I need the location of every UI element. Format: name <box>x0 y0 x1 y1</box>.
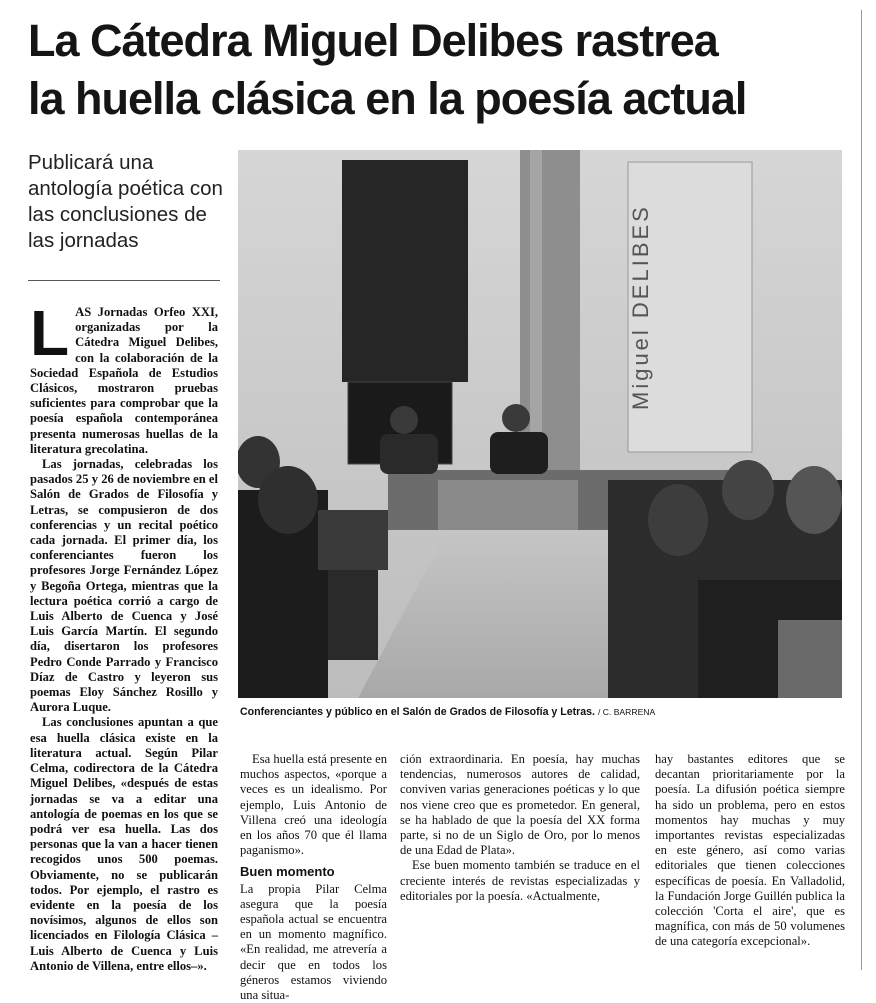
headline-line-1: La Cátedra Miguel Delibes rastrea <box>28 15 718 66</box>
column-rule <box>861 10 862 970</box>
article-column-2 <box>240 752 387 1003</box>
paragraph: hay bastantes editores que se decantan prioritariamente por la poesía. La difusión poética siempre ha sido un problema, pero en estos momentos hay muchas y muy importantes revistas especializadas en este género, así como varias editoriales que tienen colecciones específicas de poesía. En Valladolid, la Fundación Jorge Guillén publica la colección 'Corta el aire', que es magnífica, con más de 50 volumenes de una categoría excepcional». <box>655 752 845 949</box>
paragraph: Esa huella está presente en muchos aspectos, «porque a veces es un idealismo. Por ejemplo, Luis Antonio de Villena creó una ideología en los años 70 que él llama paganismo». <box>240 752 387 858</box>
paragraph: ción extraordinaria. En poesía, hay muchas tendencias, numerosos autores de calidad, conviven varias generaciones poéticas y lo que nos viene creo que es prometedor. En general, se ha hablado de que la poesía del XX forma parte, si no de un Siglo de Oro, por lo menos de una Edad de Plata». <box>400 752 640 858</box>
headline-line-2: la huella clásica en la poesía actual <box>28 73 747 124</box>
paragraph: Las jornadas, celebradas los pasados 25 y 26 de noviembre en el Salón de Grados de Filosofía y Letras, se compusieron de dos conferencias y un recital poético cada jornada. El primer día, los conferenciantes fueron los profesores Jorge Fernández López y Begoña Ortega, mientras que la lectura poética corrió a cargo de Luis Alberto de Cuenca y José Luis García Martín. El segundo día, disertaron los profesores Pedro Conde Parrado y Francisco Díaz de Castro y leyeron sus poemas Eloy Sánchez Rosillo y Aurora Luque. <box>30 457 218 715</box>
paragraph: AS Jornadas Orfeo XXI, organizadas por la Cátedra Miguel Delibes, con la colaboración de la Sociedad Española de Estudios Clásicos, mostraron pruebas suficientes para comprobar que la poesía española contemporánea presenta numerosas huellas de la literatura grecolatina. <box>30 305 218 456</box>
paragraph: Ese buen momento también se traduce en el creciente interés de revistas especializadas y editoriales por la poesía. «Actualmente, <box>400 858 640 903</box>
subhead: Publicará una antología poética con las conclusiones de las jornadas <box>28 151 223 252</box>
article-column-3 <box>400 752 640 904</box>
conference-room-illustration <box>238 150 842 698</box>
paragraph: La propia Pilar Celma asegura que la poesía española actual se encuentra en un momento magnífico. «En realidad, me atrevería a decir que en todos los géneros estamos viviendo una situa- <box>240 881 387 1003</box>
subhead-divider <box>28 280 220 281</box>
photo-caption <box>240 706 850 718</box>
banner-text: Miguel DELIBES <box>628 204 653 410</box>
article-column-4 <box>655 752 845 950</box>
article-photo <box>238 150 842 698</box>
photo-credit: / C. BARRENA <box>597 707 656 717</box>
headline <box>28 12 848 128</box>
paragraph: Las conclusiones apuntan a que esa huella clásica existe en la literatura actual. Según Pilar Celma, codirectora de la Cátedra Miguel Delibes, «después de estas jornadas se va a editar una antología de poemas en los que se podrá ver esa huella. Las dos personas que la van a hacer tienen recogidos unos 500 poemas. Obviamente, no se publicarán todos. Por ejemplo, el rastro es evidente en la poesía de los novísimos, algunos de ellos son licenciados en Filología Clásica –Luis Alberto de Cuenca y Luis Antonio de Villena, entre ellos–». <box>30 715 218 973</box>
article-column-1 <box>30 297 218 974</box>
section-subtitle: Buen momento <box>240 864 335 880</box>
caption-text: Conferenciantes y público en el Salón de Grados de Filosofía y Letras. <box>240 706 595 718</box>
drop-cap: L <box>30 297 70 369</box>
